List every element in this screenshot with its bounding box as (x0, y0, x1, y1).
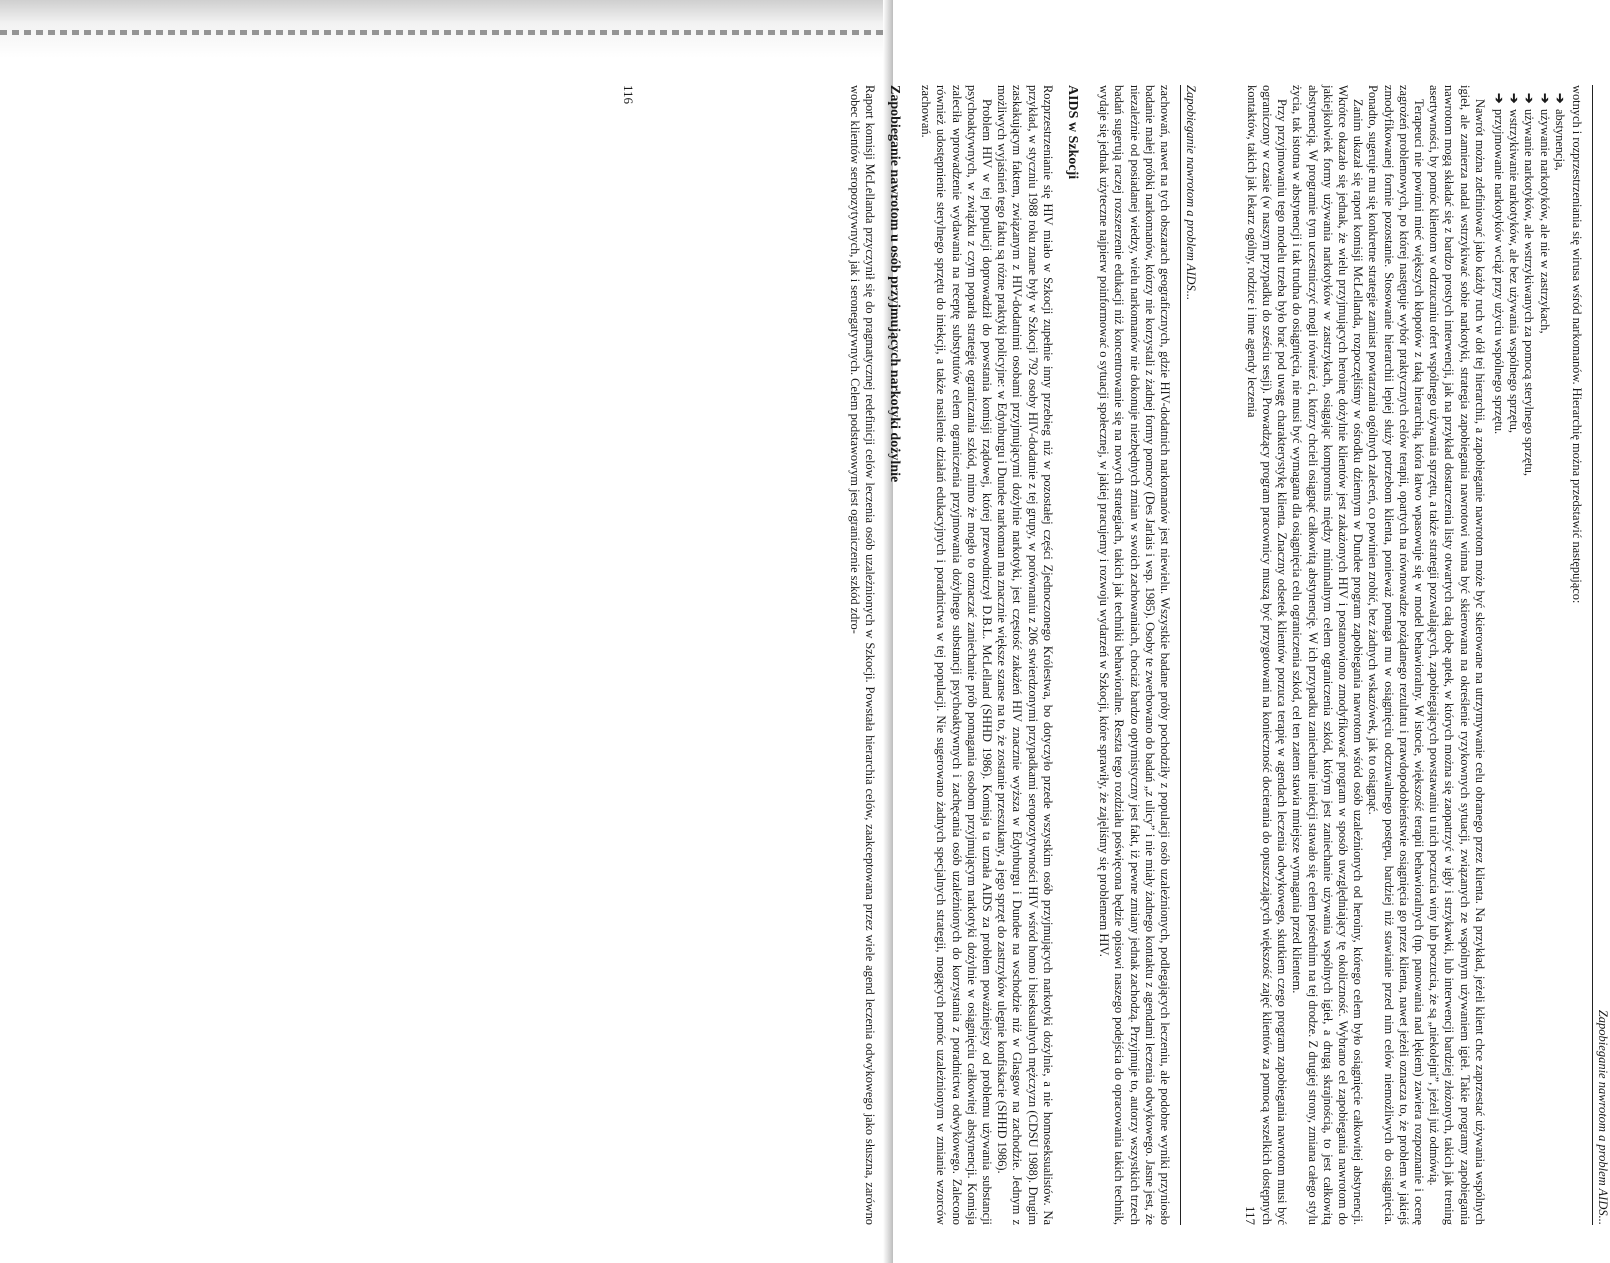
arrow-right-icon: ➔ (1507, 93, 1522, 104)
hierarchy-list (1491, 93, 1567, 1225)
heading-aids-in-scotland: AIDS w Szkocji (1064, 85, 1080, 180)
arrow-right-icon: ➔ (1522, 93, 1537, 104)
arrow-right-icon: ➔ (1491, 93, 1506, 104)
right-paragraph-2: Terapeuci nie powinni mieć większych kłopotów z taką hierarchią, która łatwo wpasowuje się w model behawioralny. W istocie, większość terapii behawioralnych (np. panowania nad lękiem) zawiera rozpoznanie i ocenę zagrożeń problemowych, po której następuje wybór praktycznych celów terapii, opartych na równowadze pożądanego rezultatu i prawdopodobieństwie osiągnięcia go przez klienta, nawet jeżeli oznacza to, że problem w jakiejś zmodyfikowanej formie pozostanie. Stosowanie hierarchii lepiej służy potrzebom klienta, ponieważ pomaga mu w osiągnięciu odczuwalnego postępu, bardziej niż stawianie przed nim celów niemożliwych do osiągnięcia. Ponadto, sugeruje mu się konkretne strategie zamiast powtarzania ogólnych zaleceń, co powinien zrobić, bez żadnych wskazówek, jak to osiągnąć. (1366, 85, 1426, 1225)
list-item: ➔przyjmowanie narkotyków wciąż przy użyciu wspólnego sprzętu. (1491, 93, 1506, 435)
left-running-head: Zapobieganie nawrotom a problem AIDS... (1180, 85, 1198, 1225)
scan-top-shadow (0, 0, 893, 58)
list-item: ➔używanie narkotyków, ale nie w zastrzykach, (1537, 93, 1552, 334)
right-running-head: Zapobieganie nawrotom a problem AIDS... (1592, 85, 1610, 1225)
right-paragraph-3: Zanim ukazał się raport komisji McLellanda, rozpoczęliśmy w ośrodku dziennym w Dundee program zapobiegania nawrotom wśród osób uzależnionych od heroiny, którego celem było osiągnięcie całkowitej abstynencji. Wkrótce okazało się jednak, że wielu przyjmujących heroinę dożylnie klientów jest zakażonych HIV i postanowiono zmodyfikować program w sposób uwzględniający tę okoliczność. Wybrano cel zapobiegania nawrotom do jakiejkolwiek formy używania narkotyków w zastrzykach, osiągając kompromis między minimalnym celem ograniczenia szkód, którym jest zaniechanie używania wspólnych igieł, a drugą skrajnością, to jest całkowitą abstynencją. W programie tym uczestniczyć mogli również ci, którzy chcieli osiągnąć całkowitą abstynencję. W ich przypadku zaniechanie iniekcji stawało się celem pośrednim na tej drodze. Z drugiej strony, zmiana całego stylu życia, tak istotna w abstynencji i tak trudna do osiągnięcia, nie musi być wymagana dla osiągnięcia celu ograniczenia szkód, cel ten zatem stawia mniejsze wymagania przed klientem. (1290, 85, 1366, 1225)
aids-paragraph-1: Rozprzestrzenianie się HIV miało w Szkocji zupełnie inny przebieg niż w pozostałej części Zjednoczonego Królestwa, bo dotyczyło przede wszystkim osób przyjmujących narkotyki dożylnie, a nie homoseksualistów. Na przykład, w styczniu 1988 roku znane były w Szkocji 792 osoby HIV-dodatnie z tej grupy, w porównaniu z 206 stwierdzonymi przypadkami seropozytywności HIV wśród homo i biseksualnych mężczyzn (CDSU 1988). Drugim zaskakującym faktem, związanym z HIV-dodatnimi osobami przyjmującymi dożylnie narkotyki, jest częstość zakażeń HIV znacznie wyższa w Edynburgu i Dundee na wschodzie niż w Glasgow na zachodzie. Jednym z możliwych wyjaśnień tego faktu są różne praktyki policyjne: w Edynburgu i Dundee narkoman ma znacznie większe szanse na to, że zostanie przeszukany, a jego sprzęt do zastrzyków ulegnie konfiskacie (SHHD 1986). (995, 85, 1055, 1225)
list-item: ➔używanie narkotyków, ale wstrzykiwanych za pomocą sterylnego sprzętu, (1522, 93, 1537, 476)
right-paragraph-1: Nawrót można zdefiniować jako każdy ruch w dół tej hierarchii, a zapobieganie nawrotom może być skierowane na utrzymywanie celu obranego przez klienta. Na przykład, jeżeli klient chce zaprzestać używania wspólnych igieł, ale zamierza nadal wstrzykiwać sobie narkotyki, strategia zapobiegania nawrotowi winna być skierowana na określenie ryzykownych sytuacji, związanych ze wspólnym używaniem igieł. Takie programy zapobiegania nawrotom mogą składać się z bardzo prostych interwencji, jak na przykład dostarczenia listy otwartych całą dobę aptek, w których można się zaopatrzyć w igły i strzykawki, lub interwencji bardziej złożonych, takich jak trening asertywności, by pomóc klientom w odrzucaniu ofert wspólnego używania sprzętu, a także strategii pozwalających, zapobiegających powstawaniu u nich poczucia winy lub poczucia, że są „niekolejni”, jeżeli już odmówią. (1427, 85, 1487, 1225)
list-item: ➔abstynencja, (1552, 93, 1567, 171)
scan-binding-edge (0, 30, 893, 35)
right-paragraph-4: Przy przyjmowaniu tego modelu trzeba było brać pod uwagę charakterystykę klienta. Znaczny odsetek klientów porzuca terapię w agendach leczenia odwykowego, skutkiem czego program zapobiegania nawrotom musi być ograniczony w czasie (w naszym przypadku do sześciu sesji). Prowadzący program pracownicy muszą być przygotowani na konieczność docierania do opuszczających większość zajęć klientów za pomocą wszelkich dostępnych kontaktów, takich jak lekarz ogólny, rodzice i inne agendy leczenia (1244, 85, 1290, 1225)
list-item: ➔wstrzykiwanie narkotyków, ale bez używania wspólnego sprzętu, (1507, 93, 1522, 434)
prevention-paragraph: Raport komisji McLellanda przyczynił się do pragmatycznej redefinicji celów leczenia osób uzależnionych w Szkocji. Powstała hierarchia celów, zaakceptowana przez wiele agend leczenia odwykowego jako słuszna, zarówno wobec klientów seropozytywnych, jak i seronegatywnych. Celem podstawowym jest ograniczenie szkód zdro- (847, 85, 877, 1225)
left-body (846, 85, 1172, 1225)
right-page-rotated-content (1240, 85, 1610, 1225)
arrow-right-icon: ➔ (1537, 93, 1552, 104)
right-page-number: 117 (1243, 1205, 1258, 1225)
right-body (1244, 85, 1584, 1225)
arrow-right-icon: ➔ (1552, 93, 1567, 104)
heading-relapse-prevention: Zapobieganie nawrotom u osób przyjmujących narkotyki dożylnie (886, 85, 902, 483)
left-page-number: 116 (621, 85, 636, 105)
aids-paragraph-2: Problem HIV w tej populacji doprowadził do powstania komisji rządowej, której przewodniczył D.B.L. McLelland (SHHD 1986). Komisja ta uznała AIDS za problem poważniejszy od problemu używania substancji psychoaktywnych, w związku z czym poparła strategię ograniczania szkód, mimo że mogło to oznaczać zaniechanie prób pomagania osobom przyjmującym narkotyki dożylnie w osiągnięciu całkowitej abstynencji. Komisja zaleciła wprowadzenie wydawania na receptę substytutów celem ograniczenia przyjmowania dożylnego substancji psychoaktywnych i zachęcania osób uzależnionych do korzystania z poradnictwa odwykowego. Zalecono również udostępnienie sterylnego sprzętu do iniekcji, a także nasilenie działań edukacyjnych i poradnictwa w tej populacji. Nie sugerowano żadnych specjalnych strategii, mogących pomóc uzależnionym w zmianie wzorców zachowań. (919, 85, 994, 1225)
right-intro-paragraph: wotnych i rozprzestrzeniania się wirusa wśród narkomanów. Hierarchię można przedstawić następująco: (1570, 85, 1584, 604)
left-intro-paragraph: zachowań, nawet na tych obszarach geograficznych, gdzie HIV-dodatnich narkomanów jest niewielu. Wszystkie badane próby pochodziły z populacji osób uzależnionych, podlegających leczeniu, ale podobne wyniki przyniosło badanie małej próbki narkomanów, którzy nie korzystali z żadnej formy pomocy (Des Jarlais i wsp. 1985). Osoby te zwerbowano do badań „z ulicy” i nie miały żadnego kontaktu z agendami leczenia odwykowego. Jasne jest, że niezależnie od posiadanej wiedzy, wielu narkomanów nie dokonuje niezbędnych zmian w swoich zachowaniach, chociaż bardzo optymistyczny jest fakt, iż pewne zmiany jednak zachodzą. Przyjmuje to, autorzy wszystkich trzech badań sugerują raczej rozszerzenie edukacji niż koncentrowanie się na nowych strategiach, takich jak techniki behawioralne. Reszta tego rozdziału poświęcona będzie opisowi naszego podejścia do opracowania takich technik, wydaje się jednak użyteczne najpierw poinformować o sytuacji społecznej, w jakiej pracujemy i rozwoju wydarzeń w Szkocji, które sprawiły, że zajęliśmy się problemem HIV. (1097, 85, 1172, 1225)
